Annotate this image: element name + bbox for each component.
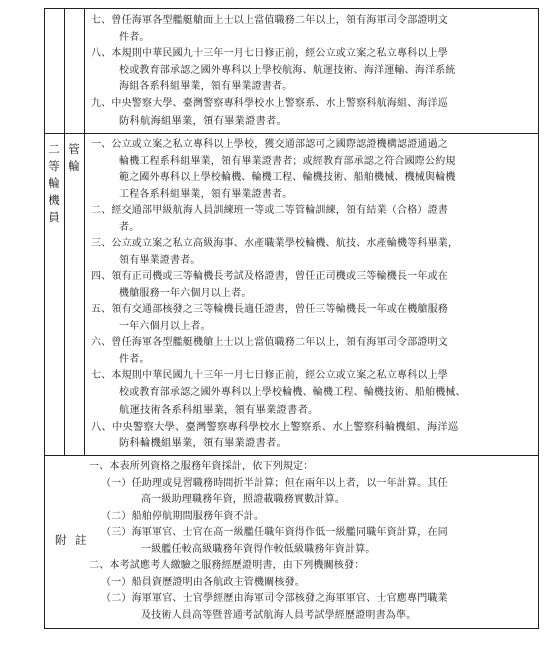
- notes-line-10: 及技術人員高等暨普通考試航海人員考試學經歷證明書為準。: [141, 609, 417, 621]
- notes-line-8: （一）船員資歷證明由各航政主管機關核發。: [101, 576, 305, 588]
- section2-line-14: 件者。: [119, 353, 150, 365]
- row-divider-section2: [45, 133, 538, 134]
- section2-line-16: 校或教育部承認之國外專科以上學校輪機、輪機工程、輪機技術、船舶機械、: [119, 386, 466, 398]
- section2-line-13: 六、曾任海軍各型艦艇機艙上士以上當值職務二年以上，領有海軍司令部證明文: [91, 337, 448, 348]
- section2-line-18: 八、中央警察大學、臺灣警察專科學校水上警察系、水上警察科輪機組、海洋巡: [91, 420, 459, 433]
- column-divider-dept: [84, 9, 85, 455]
- section2-line-4: 工程各系科組畢業，領有畢業證書者。: [119, 188, 293, 200]
- section2-line-9: 四、領有正司機或三等輪機長考試及格證書，曾任正司機或三等輪機長一年或在: [91, 271, 448, 282]
- section2-line-15: 七、本規則中華民國九十三年一月七日修正前，經公立或立案之私立專科以上學: [91, 370, 448, 381]
- notes-line-6: 一級艦任較高級職務年資得作較低級職務年資計算。: [141, 543, 376, 555]
- section2-line-1: 一、公立或立案之私立專科以上學校，獲交通部認可之國際認證機構認證通過之: [91, 139, 448, 150]
- section2-line-7: 三、公立或立案之私立高級海事、水產職業學校輪機、航技、水產輪機等科畢業，: [91, 238, 459, 249]
- notes-line-3: 高一級助理職務年資，照證載職務實數計算。: [141, 494, 345, 505]
- row-divider-notes: [45, 455, 538, 456]
- section2-line-5: 二、經交通部甲級航海人員訓練班一等或二等管輪訓練，領有結業（合格）證書: [91, 205, 448, 216]
- upper-line-3: 八、本規則中華民國九十三年一月七日修正前，經公立或立案之私立專科以上學: [91, 48, 448, 59]
- section2-line-11: 五、領有交通部核發之三等輪機長適任證書，曾任三等輪機長一年或在機艙服務: [91, 304, 448, 315]
- grade-label-vertical: 二 等 輪 機 員: [48, 142, 60, 224]
- upper-line-6: 九、中央警察大學、臺灣警察專科學校水上警察系、水上警察科航海組、海洋巡: [91, 97, 448, 109]
- upper-line-2: 件者。: [119, 31, 150, 43]
- section2-line-19: 防科輪機組畢業，領有畢業證書者。: [119, 437, 287, 449]
- upper-line-1: 七、曾任海軍各型艦艇艙面上士以上當值職務二年以上，領有海軍司令部證明文: [91, 15, 448, 26]
- notes-line-1: 一、本表所列資格之服務年資採計，依下列規定：: [89, 461, 314, 472]
- section2-line-2: 輪機工程系科組畢業，領有畢業證書者；或經教育部承認之符合國際公約規: [119, 155, 456, 167]
- section2-line-10: 機艙服務一年六個月以上者。: [119, 287, 252, 299]
- section2-line-12: 一年六個月以上者。: [119, 320, 211, 332]
- upper-line-7: 防科航海組畢業，領有畢業證書者。: [119, 115, 287, 127]
- notes-line-5: （三）海軍軍官、士官在高一級艦任職年資得作低一級艦同職年資計算，在同: [101, 527, 448, 538]
- section2-line-8: 領有畢業證書者。: [119, 254, 201, 266]
- notes-line-9: （二）海軍軍官、士官學經歷由海軍司令部核發之海軍軍官、士官應專門職業: [101, 593, 448, 604]
- qualification-table: [44, 8, 539, 629]
- section2-line-6: 者。: [119, 221, 140, 233]
- section2-line-3: 範之國外專科以上學校輪機、輪機工程、輪機技術、船舶機械、機械與輪機: [119, 172, 456, 183]
- notes-line-4: （二）船舶停航期間服務年資不計。: [101, 510, 265, 522]
- department-label-vertical: 管 輪: [68, 142, 80, 173]
- notes-label-right: 註: [75, 533, 87, 547]
- notes-label-left: 附: [55, 533, 67, 547]
- notes-line-7: 二、本考試應考人繳驗之服務經歷證明書，由下列機關核發：: [89, 560, 365, 571]
- section2-line-17: 航運技術各系科組畢業，領有畢業證書者。: [119, 404, 319, 416]
- upper-line-5: 海組各系科組畢業，領有畢業證書者。: [119, 81, 293, 92]
- notes-line-2: （一）任助理或見習職務時間折半計算；但在兩年以上者，以一年計算。其任: [101, 477, 448, 489]
- column-divider-grade: [64, 9, 65, 455]
- upper-line-4: 校或教育部承認之國外專科以上學校航海、航運技術、海洋運輸、海洋系統: [119, 64, 456, 76]
